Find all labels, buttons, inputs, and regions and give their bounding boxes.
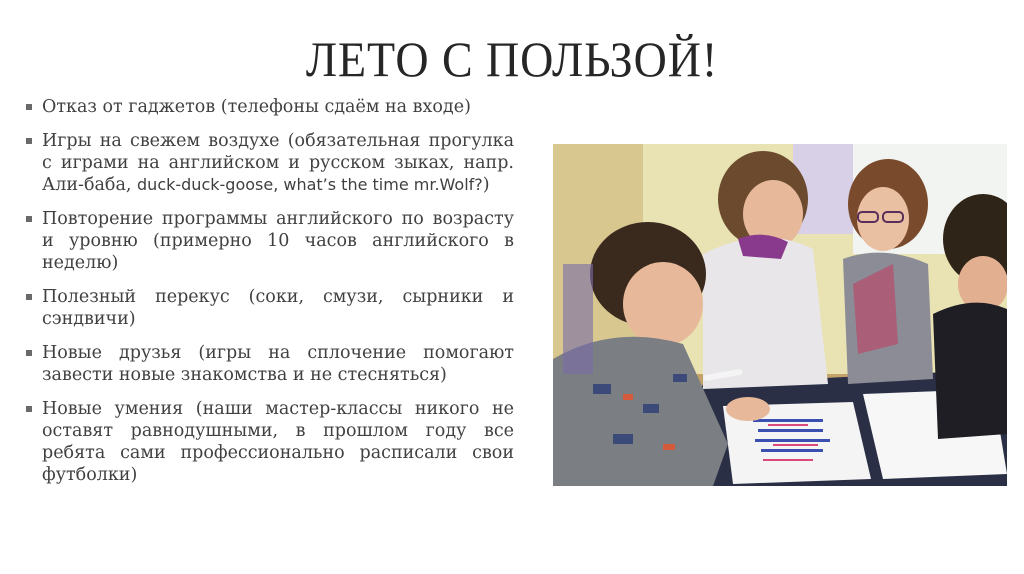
bullet-list	[24, 96, 514, 498]
bullet-text: Повторение программы английского по возрасту и уровню (примерно 10 часов английского в неделю)	[42, 209, 514, 273]
bullet-item	[24, 208, 514, 274]
bullet-text: Новые друзья (игры на сплочение помогают завести новые знакомства и не стесняться)	[42, 343, 514, 385]
photo-girl-top	[703, 238, 828, 389]
bullet-text: Игры на свежем воздухе (обязательная прогулка с играми на английском и русском зыках, напр. Али-баба,	[42, 131, 514, 195]
children-photo	[553, 144, 1007, 486]
bullet-item	[24, 342, 514, 386]
bullet-text: Отказ от гаджетов (телефоны сдаём на входе)	[42, 97, 471, 117]
bullet-text: Новые умения (наши мастер-классы никого не оставят равнодушными, в прошлом году все ребята сами профессионально расписали свои футболки)	[42, 399, 514, 485]
bullet-item	[24, 398, 514, 486]
bullet-text-english: duck-duck-goose, what’s the time mr.Wolf?	[137, 175, 483, 194]
bullet-text-tail: )	[482, 175, 490, 195]
bullet-item	[24, 96, 514, 118]
bullet-item	[24, 130, 514, 196]
bullet-item	[24, 286, 514, 330]
children-at-table-photo	[553, 144, 1007, 486]
slide-title: ЛЕТО С ПОЛЬЗОЙ!	[305, 31, 719, 87]
bullet-text: Полезный перекус (соки, смузи, сырники и сэндвичи)	[42, 287, 514, 329]
